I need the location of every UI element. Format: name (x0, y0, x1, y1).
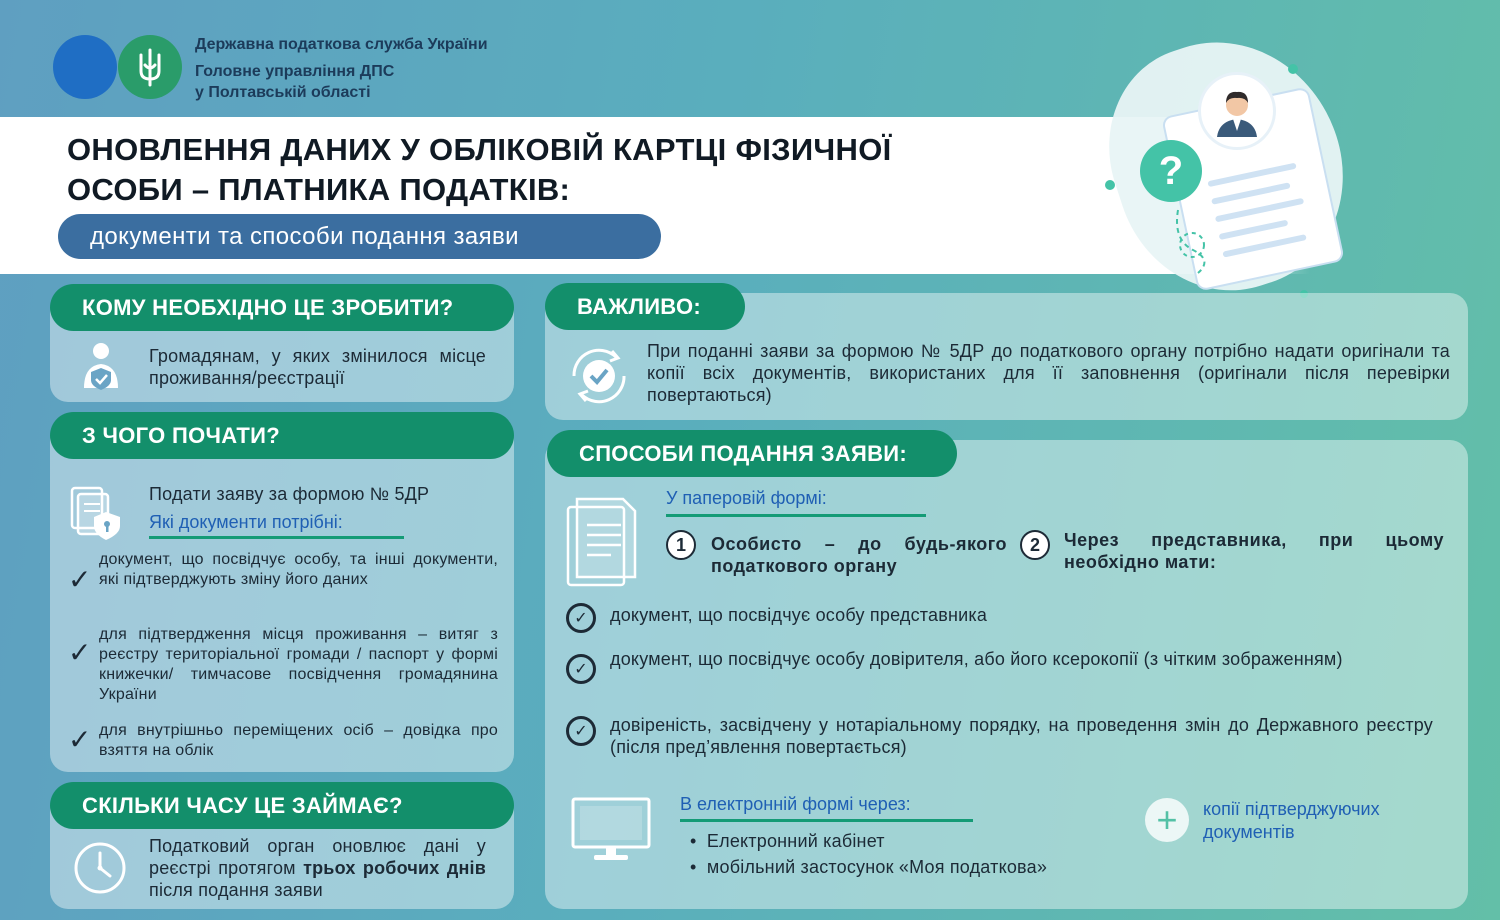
important-heading: ВАЖЛИВО: (545, 283, 745, 330)
title-line-1: ОНОВЛЕННЯ ДАНИХ У ОБЛІКОВІЙ КАРТЦІ ФІЗИЧНОЇ (67, 132, 892, 167)
rep-item-2: документ, що посвідчує особу довірителя, або його ксерокопії (з чітким зображенням) (610, 649, 1343, 669)
user-avatar-icon (1198, 72, 1276, 150)
rep-item-1: документ, що посвідчує особу представника (610, 605, 988, 625)
org-line-3: у Полтавській області (195, 84, 371, 101)
who-text: Громадянам, у яких змінилося місце проживання/реєстрації (149, 346, 486, 388)
option-1-text: Особисто – до будь-якого податкового органу (711, 534, 1007, 576)
time-text-before: Податковий орган оновлює дані у реєстрі протягом (149, 836, 486, 878)
title-line-2: ОСОБИ – ПЛАТНИКА ПОДАТКІВ: (67, 172, 571, 207)
docs-heading: Які документи потрібні: (149, 512, 343, 532)
clock-icon (72, 840, 128, 901)
org-line-1: Державна податкова служба України (195, 36, 488, 53)
question-icon: ? (1140, 140, 1202, 202)
paper-heading: У паперовій формі: (666, 488, 827, 508)
electronic-heading-underline (680, 819, 973, 822)
refresh-check-icon (564, 343, 634, 414)
check-circle-icon: ✓ (566, 603, 596, 633)
time-heading: СКІЛЬКИ ЧАСУ ЦЕ ЗАЙМАЄ? (50, 782, 514, 829)
option-1-number: 1 (666, 530, 696, 560)
monitor-icon (570, 796, 652, 869)
org-line-2: Головне управління ДПС (195, 63, 395, 80)
time-text (149, 835, 486, 901)
start-panel (50, 422, 514, 772)
methods-heading: СПОСОБИ ПОДАННЯ ЗАЯВИ: (547, 430, 957, 477)
start-intro: Подати заяву за формою № 5ДР (149, 484, 430, 504)
option-2-number: 2 (1020, 530, 1050, 560)
document-lock-icon (68, 484, 126, 547)
electronic-item-1-label: Електронний кабінет (706, 831, 885, 851)
checkmark-icon: ✓ (68, 637, 92, 668)
decor-dot (1105, 180, 1115, 190)
subtitle: документи та способи подання заяви (58, 214, 661, 259)
paper-document-icon (565, 497, 639, 594)
check-circle-icon: ✓ (566, 654, 596, 684)
start-heading: З ЧОГО ПОЧАТИ? (50, 412, 514, 459)
electronic-item-1: • Електронний кабінет (690, 831, 885, 851)
person-shield-icon (78, 342, 124, 397)
plus-text: копії підтверджуючих документів (1203, 799, 1380, 842)
paper-heading-underline (666, 514, 926, 517)
rep-item-3: довіреність, засвідчену у нотаріальному порядку, на проведення змін до Державного реєстру (після пред’явлення повертається) (610, 715, 1433, 757)
doc-item-1: документ, що посвідчує особу, та інші документи, які підтверджують зміну його даних (99, 551, 498, 588)
electronic-item-2: • мобільний застосунок «Моя податкова» (690, 857, 1048, 877)
dashed-path-icon (1168, 205, 1218, 275)
checkmark-icon: ✓ (68, 724, 92, 755)
trident-emblem-icon (118, 35, 182, 99)
option-2-text: Через представника, при цьому необхідно мати: (1064, 530, 1444, 572)
electronic-heading: В електронній формі через: (680, 794, 911, 814)
page-title (67, 130, 891, 210)
organization-name (195, 34, 488, 103)
docs-heading-underline (149, 536, 404, 539)
doc-item-2: для підтвердження місця проживання – витяг з реєстру територіальної громади / паспорт у формі книжечки/ тимчасове посвідчення громадянина України (99, 626, 498, 703)
doc-item-3: для внутрішньо переміщених осіб – довідка про взяття на облік (99, 722, 498, 759)
time-text-after: після подання заяви (149, 880, 323, 900)
who-heading: КОМУ НЕОБХІДНО ЦЕ ЗРОБИТИ? (50, 284, 514, 331)
check-circle-icon: ✓ (566, 716, 596, 746)
important-text: При поданні заяви за формою № 5ДР до податкового органу потрібно надати оригінали та копії всіх документів, використаних для її заповнення (оригінали після перевірки повертаються) (647, 341, 1450, 405)
plus-icon: + (1145, 798, 1189, 842)
electronic-item-2-label: мобільний застосунок «Моя податкова» (706, 857, 1048, 877)
checkmark-icon: ✓ (68, 564, 92, 595)
decor-dot (1288, 64, 1298, 74)
time-text-bold: трьох робочих днів (303, 858, 486, 878)
logo-blue-circle (53, 35, 117, 99)
